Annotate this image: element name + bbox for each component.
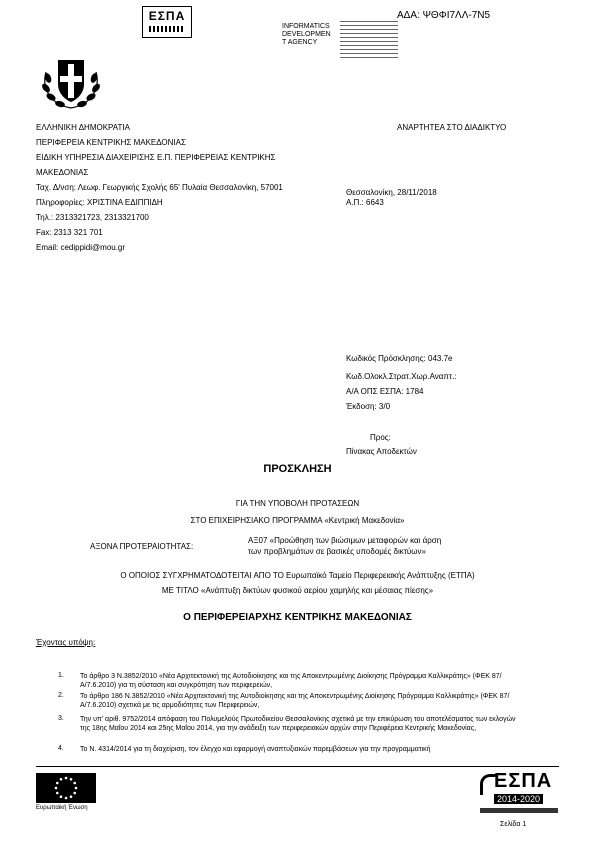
sender-line-4: ΜΑΚΕΔΟΝΙΑΣ	[36, 168, 89, 177]
item-text-3: Την υπ' αριθ. 9752/2014 απόφαση του Πολυμελούς Πρωτοδικείου Θεσσαλονίκης σχετικά με την επικύρωση του αποτελέσματος των εκλογών της 18ης Μαΐου 2014 και 25ης Μαΐου 2014, για την ανάδειξη των περιφερειακών αρχών στην Περιφέρεια Κεντρικής Μακεδονίας,	[80, 716, 516, 732]
espa-footer-years: 2014-2020	[494, 794, 543, 804]
document-title: ΠΡΟΣΚΛΗΣΗ	[263, 463, 332, 475]
espa-logo-text: ΕΣΠΑ	[148, 9, 186, 23]
eu-flag-icon	[36, 773, 96, 803]
ops-number: Α/Α ΟΠΣ ΕΣΠΑ: 1784	[346, 387, 424, 396]
agency-line-3: T AGENCY	[282, 39, 318, 46]
subtitle-2: ΣΤΟ ΕΠΙΧΕΙΡΗΣΙΑΚΟ ΠΡΟΓΡΑΜΜΑ «Κεντρική Μακεδονία»	[190, 516, 405, 525]
espa-footer-logo	[480, 770, 560, 818]
item-number-1: 1.	[58, 672, 64, 679]
item-number-3: 3.	[58, 715, 64, 722]
espa-logo	[142, 6, 192, 38]
sender-info: Πληροφορίες: ΧΡΙΣΤΙΝΑ ΕΔΙΠΠΙΔΗ	[36, 198, 163, 207]
axis-value-1: ΑΞ07 «Προώθηση των βιώσιμων μεταφορών και άρση	[248, 536, 442, 545]
item-number-2: 2.	[58, 692, 64, 699]
sender-address: Ταχ. Δ/νση: Λεωφ. Γεωργικής Σχολής 65' Πυλαία Θεσσαλονίκη, 57001	[36, 183, 283, 192]
sender-line-3: ΕΙΔΙΚΗ ΥΠΗΡΕΣΙΑ ΔΙΑΧΕΙΡΙΣΗΣ Ε.Π. ΠΕΡΙΦΕΡΕΙΑΣ ΚΕΝΤΡΙΚΗΣ	[36, 153, 276, 162]
agency-line-2: DEVELOPMEN	[282, 31, 331, 38]
protocol-number: Α.Π.: 6643	[346, 198, 384, 207]
espa-logo-stripe	[149, 26, 185, 32]
item-text-2: Το άρθρο 186 Ν.3852/2010 «Νέα Αρχιτεκτονική της Αυτοδιοίκησης και της Αποκεντρωμένης Διοίκησης Πρόγραμμα Καλλικράτης» (ΦΕΚ 87/Α/7.6.2010) σχετικά με τις αρμοδιότητες των Περιφερειών,	[80, 693, 510, 709]
sender-line-1: ΕΛΛΗΝΙΚΗ ΔΗΜΟΚΡΑΤΙΑ	[36, 123, 130, 132]
cofunding-line-2: ΜΕ ΤΙΤΛΟ «Ανάπτυξη δικτύων φυσικού αερίου χαμηλής και μέσαιας πίεσης»	[161, 586, 434, 595]
item-number-4: 4.	[58, 745, 64, 752]
sender-fax: Fax: 2313 321 701	[36, 228, 103, 237]
document-date: Θεσσαλονίκη, 28/11/2018	[346, 188, 437, 197]
item-text-4: Το Ν. 4314/2014 για τη διαχείριση, τον έλεγχο και εφαρμογή αναπτυξιακών παρεμβάσεων για την προγραμματική	[80, 746, 431, 753]
axis-label: ΑΞΟΝΑ ΠΡΟΤΕΡΑΙΟΤΗΤΑΣ:	[90, 542, 194, 551]
subtitle-1: ΓΙΑ ΤΗΝ ΥΠΟΒΟΛΗ ΠΡΟΤΑΣΕΩΝ	[235, 499, 360, 508]
espa-footer-bar	[480, 808, 558, 813]
eu-caption: Ευρωπαϊκή Ένωση	[36, 805, 88, 811]
publish-note: ΑΝΑΡΤΗΤΕΑ ΣΤΟ ΔΙΑΔΙΚΤΥΟ	[397, 123, 507, 132]
item-text-1: Το άρθρο 3 Ν.3852/2010 «Νέα Αρχιτεκτονική της Αυτοδιοίκησης και της Αποκεντρωμένης Διοίκησης Πρόγραμμα Καλλικράτης» (ΦΕΚ 87/Α/7.6.2010) για τη σύσταση και συγκρότηση των περιφερειών,	[80, 673, 502, 689]
sender-email[interactable]: Email: cedippidi@mou.gr	[36, 243, 126, 252]
considering-label: Έχοντας υπόψη:	[36, 638, 96, 647]
agency-line-1: INFORMATICS	[282, 23, 330, 30]
agency-fine-print	[340, 21, 398, 59]
axis-value-2: των προβλημάτων σε βασικές υποδομές δικτύων»	[248, 547, 426, 556]
call-code: Κωδικός Πρόσκλησης: 043.7e	[346, 354, 453, 363]
page-number: Σελίδα 1	[500, 821, 527, 828]
espa-footer-text: ΕΣΠΑ	[494, 770, 553, 792]
recipient-value: Πίνακας Αποδεκτών	[346, 447, 417, 456]
authority-heading: Ο ΠΕΡΙΦΕΡΕΙΑΡΧΗΣ ΚΕΝΤΡΙΚΗΣ ΜΑΚΕΔΟΝΙΑΣ	[183, 612, 412, 623]
cofunding-line-1: Ο ΟΠΟΙΟΣ ΣΥΓΧΡΗΜΑΤΟΔΟΤΕΙΤΑΙ ΑΠΟ ΤΟ Ευρωπαϊκό Ταμείο Περιφερειακής Ανάπτυξης (ΕΤΠΑ)	[120, 571, 475, 580]
sender-line-2: ΠΕΡΙΦΕΡΕΙΑ ΚΕΝΤΡΙΚΗΣ ΜΑΚΕΔΟΝΙΑΣ	[36, 138, 186, 147]
ada-code: ΑΔΑ: ΨΘΦΙ7ΛΛ-7Ν5	[397, 10, 491, 21]
recipient-label: Προς:	[370, 433, 391, 442]
hellenic-emblem	[36, 52, 106, 114]
footer-divider	[36, 766, 559, 767]
sender-phone: Τηλ.: 2313321723, 2313321700	[36, 213, 149, 222]
strategy-code: Κωδ.Ολοκλ.Στρατ.Χωρ.Αναπτ.:	[346, 372, 457, 381]
version: Έκδοση: 3/0	[346, 402, 391, 411]
